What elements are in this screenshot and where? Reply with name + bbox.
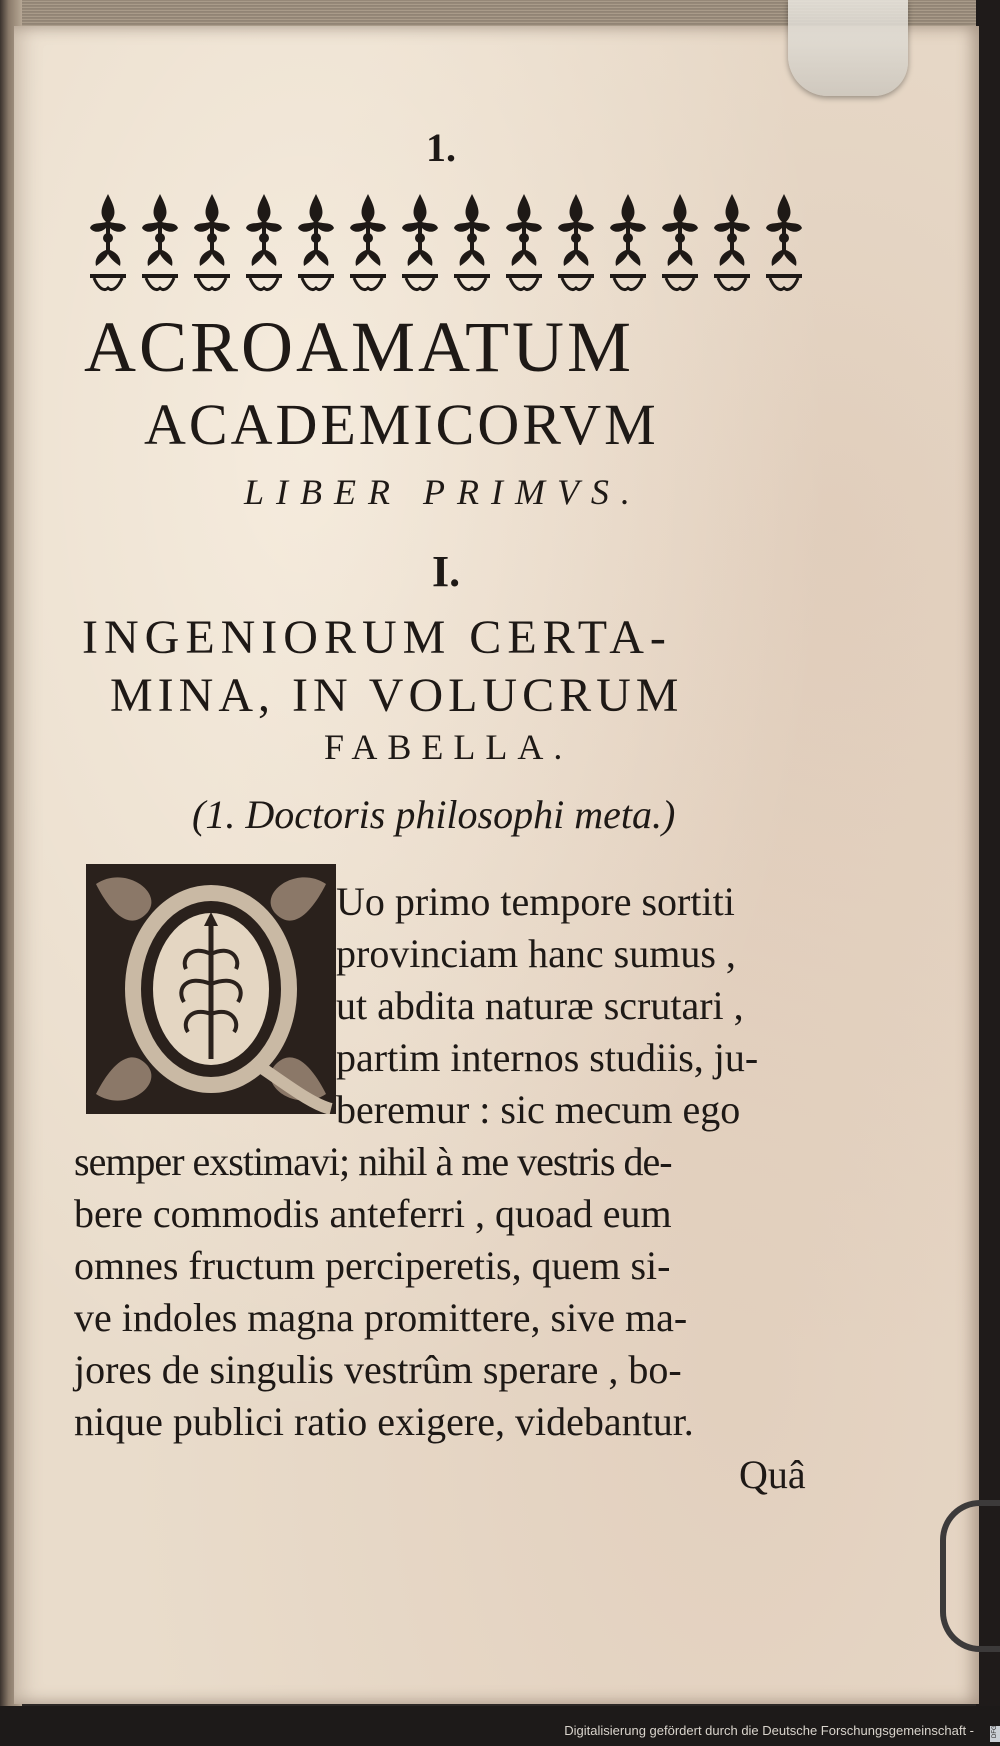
body-line: omnes fructum perciperetis, quem si- xyxy=(74,1243,671,1288)
footer-bar xyxy=(0,1706,1000,1746)
catchword: Quâ xyxy=(739,1452,806,1497)
book-label: LIBER PRIMVS. xyxy=(244,472,642,512)
body-line: nique publici ratio exigere, videbantur. xyxy=(74,1399,694,1444)
scan-background-right xyxy=(976,0,1000,1746)
body-line: bere commodis anteferri , quoad eum xyxy=(74,1191,672,1236)
decorated-initial-icon xyxy=(86,864,336,1114)
chapter-title-line-3: FABELLA. xyxy=(324,727,573,767)
fleuron-icon-row xyxy=(90,194,802,290)
fleuron-ornament-band xyxy=(84,188,819,298)
digitization-note: Digitalisierung gefördert durch die Deutsche Forschungsgemeinschaft - xyxy=(564,1723,974,1738)
body-line: beremur : sic mecum ego xyxy=(336,1087,741,1132)
body-line: provinciam hanc sumus , xyxy=(336,931,736,976)
body-line: jores de singulis vestrûm sperare , bo- xyxy=(74,1347,682,1392)
body-line: semper exstimavi; nihil à me vestris de- xyxy=(74,1139,672,1184)
dfg-logo-text: DFG xyxy=(992,1725,998,1738)
dfg-logo-icon xyxy=(990,1726,1000,1742)
body-line: Uo primo tempore sortiti xyxy=(336,879,735,924)
body-line: partim internos studiis, ju- xyxy=(336,1035,759,1080)
body-line: ve indoles magna promittere, sive ma- xyxy=(74,1295,688,1340)
chapter-title-line-1: INGENIORUM CERTA- xyxy=(82,611,672,664)
main-title-line-1: ACROAMATUM xyxy=(84,307,635,387)
chapter-number: I. xyxy=(432,547,461,596)
page-clip xyxy=(788,0,908,96)
chapter-title-line-2: MINA, IN VOLUCRUM xyxy=(110,669,684,722)
book-page xyxy=(14,26,979,1704)
main-title-line-2: ACADEMICORVM xyxy=(144,392,659,457)
page-clip-right xyxy=(940,1500,1000,1652)
chapter-summary: (1. Doctoris philosophi meta.) xyxy=(192,792,676,837)
body-line: ut abdita naturæ scrutari , xyxy=(336,983,744,1028)
page-number: 1. xyxy=(426,125,456,170)
